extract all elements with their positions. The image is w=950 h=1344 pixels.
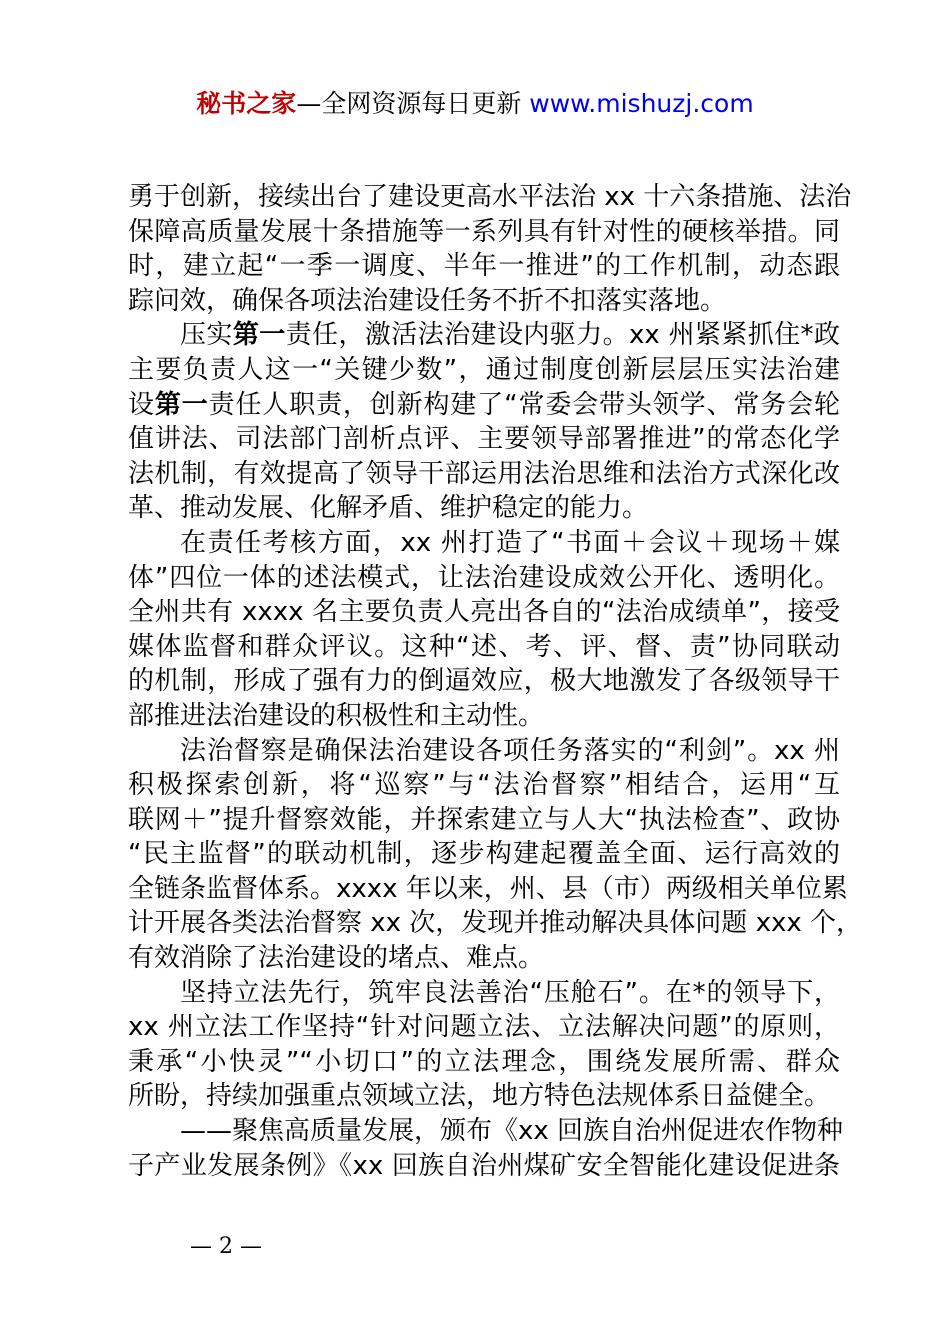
page-number: — 2 — bbox=[190, 1234, 262, 1259]
site-tagline: 全网资源每日更新 bbox=[321, 89, 530, 118]
text-line: xx 州立法工作坚持“针对问题立法、立法解决问题”的原则， bbox=[128, 1012, 840, 1043]
text-line: 值讲法、司法部门剖析点评、主要领导部署推进”的常态化学 bbox=[128, 424, 840, 455]
text-line: 在责任考核方面，xx 州打造了“书面＋会议＋现场＋媒 bbox=[180, 527, 840, 558]
bold-fragment: 第一 bbox=[232, 320, 286, 351]
text-line bbox=[128, 318, 840, 353]
text-line: 法机制，有效提高了领导干部运用法治思维和法治方式深化改 bbox=[128, 458, 840, 489]
text-line: 所盼，持续加强重点领域立法，地方特色法规体系日益健全。 bbox=[128, 1081, 831, 1112]
header-dash: — bbox=[296, 89, 322, 118]
text-line: 时，建立起“一季一调度、半年一推进”的工作机制，动态跟 bbox=[128, 251, 840, 282]
text-line: 革、推动发展、化解矛盾、维护稳定的能力。 bbox=[128, 493, 649, 524]
site-name: 秘书之家 bbox=[196, 89, 297, 118]
text-fragment: 责任人职责，创新构建了“常委会带头领学、常务会轮 bbox=[208, 389, 840, 420]
text-line: 全州共有 xxxx 名主要负责人亮出各自的“法治成绩单”，接受 bbox=[128, 597, 840, 628]
text-line: 计开展各类法治督察 xx 次，发现并推动解决具体问题 xxx 个， bbox=[128, 908, 862, 939]
text-line: 法治督察是确保法治建设各项任务落实的“利剑”。xx 州 bbox=[180, 735, 840, 766]
text-line: 主要负责人这一“关键少数”，通过制度创新层层压实法治建 bbox=[128, 354, 840, 385]
text-fragment: 设 bbox=[128, 389, 155, 420]
text-line: 勇于创新，接续出台了建设更高水平法治 xx 十六条措施、法治 bbox=[128, 182, 852, 212]
text-line: 坚持立法先行，筑牢良法善治“压舱石”。在*的领导下， bbox=[180, 977, 840, 1008]
text-line: 联网＋”提升督察效能，并探索建立与人大“执法检查”、政协 bbox=[128, 804, 840, 835]
text-line: 子产业发展条例》《xx 回族自治州煤矿安全智能化建设促进条 bbox=[128, 1150, 840, 1181]
text-line: 踪问效，确保各项法治建设任务不折不扣落实落地。 bbox=[128, 285, 727, 316]
text-line: 全链条监督体系。xxxx 年以来，州、县（市）两级相关单位累 bbox=[128, 873, 848, 904]
bold-fragment: 第一 bbox=[154, 389, 209, 420]
text-fragment: 责任，激活法治建设内驱力。xx 州紧紧抓住*政 bbox=[285, 320, 840, 351]
text-line: “民主监督”的联动机制，逐步构建起覆盖全面、运行高效的 bbox=[128, 839, 840, 870]
site-header bbox=[0, 86, 950, 122]
text-line: 媒体监督和群众评议。这种“述、考、评、督、责”协同联动 bbox=[128, 631, 840, 662]
text-line: 的机制，形成了强有力的倒逼效应，极大地激发了各级领导干 bbox=[128, 666, 840, 697]
text-line: ——聚焦高质量发展，颁布《xx 回族自治州促进农作物种 bbox=[180, 1116, 844, 1147]
text-line: 秉承“小快灵”“小切口”的立法理念，围绕发展所需、群众 bbox=[128, 1046, 840, 1077]
text-line bbox=[128, 388, 840, 423]
text-line: 有效消除了法治建设的堵点、难点。 bbox=[128, 943, 545, 974]
text-line: 体”四位一体的述法模式，让法治建设成效公开化、透明化。 bbox=[128, 562, 840, 593]
text-line: 积极探索创新，将“巡察”与“法治督察”相结合，运用“互 bbox=[128, 770, 840, 801]
text-line: 部推进法治建设的积极性和主动性。 bbox=[128, 700, 545, 731]
text-fragment: 压实 bbox=[180, 320, 233, 351]
text-line: 保障高质量发展十条措施等一系列具有针对性的硬核举措。同 bbox=[128, 216, 840, 247]
document-body bbox=[128, 180, 862, 1183]
site-url-link[interactable]: www.mishuzj.com bbox=[529, 89, 754, 118]
